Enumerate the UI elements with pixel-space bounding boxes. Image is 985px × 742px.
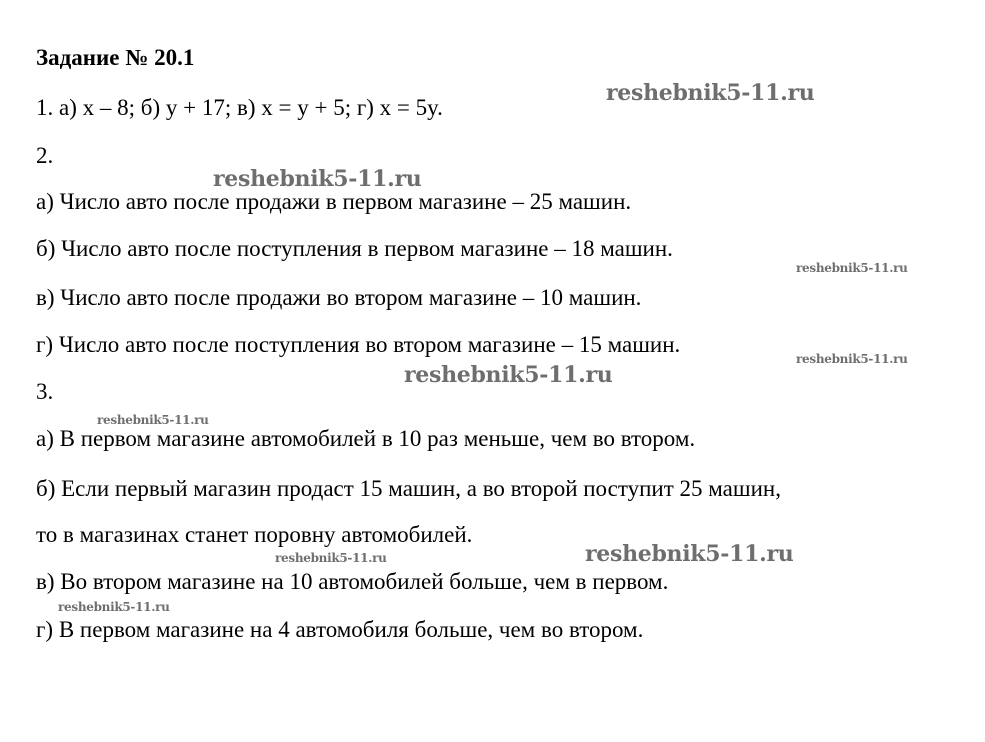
watermark: reshebnik5-11.ru (275, 551, 387, 565)
answer-2v: в) Число авто после продажи во втором магазине – 10 машин. (36, 285, 642, 310)
answer-2b: б) Число авто после поступления в первом магазине – 18 машин. (36, 236, 673, 261)
watermark: reshebnik5-11.ru (606, 80, 815, 106)
answer-1-expressions: 1. а) x – 8; б) y + 17; в) x = y + 5; г) x = 5y. (36, 95, 443, 120)
answer-3g: г) В первом магазине на 4 автомобиля больше, чем во втором. (36, 617, 644, 642)
watermark: reshebnik5-11.ru (796, 261, 908, 275)
watermark: reshebnik5-11.ru (404, 362, 613, 388)
answer-2-header: 2. (36, 143, 54, 168)
watermark: reshebnik5-11.ru (585, 541, 794, 567)
task-title: Задание № 20.1 (36, 45, 195, 70)
answer-3-header: 3. (36, 379, 54, 404)
watermark: reshebnik5-11.ru (796, 352, 908, 366)
answer-3v: в) Во втором магазине на 10 автомобилей больше, чем в первом. (36, 569, 669, 594)
watermark: reshebnik5-11.ru (213, 166, 422, 192)
answer-3a: а) В первом магазине автомобилей в 10 раз меньше, чем во втором. (36, 426, 696, 451)
answer-2a: а) Число авто после продажи в первом магазине – 25 машин. (36, 189, 632, 214)
answer-3b-part1: б) Если первый магазин продаст 15 машин, а во второй поступит 25 машин, (36, 476, 781, 501)
answer-3b-part2: то в магазинах станет поровну автомобилей. (36, 522, 473, 547)
answer-2g: г) Число авто после поступления во втором магазине – 15 машин. (36, 332, 681, 357)
watermark: reshebnik5-11.ru (97, 413, 209, 427)
watermark: reshebnik5-11.ru (58, 600, 170, 614)
